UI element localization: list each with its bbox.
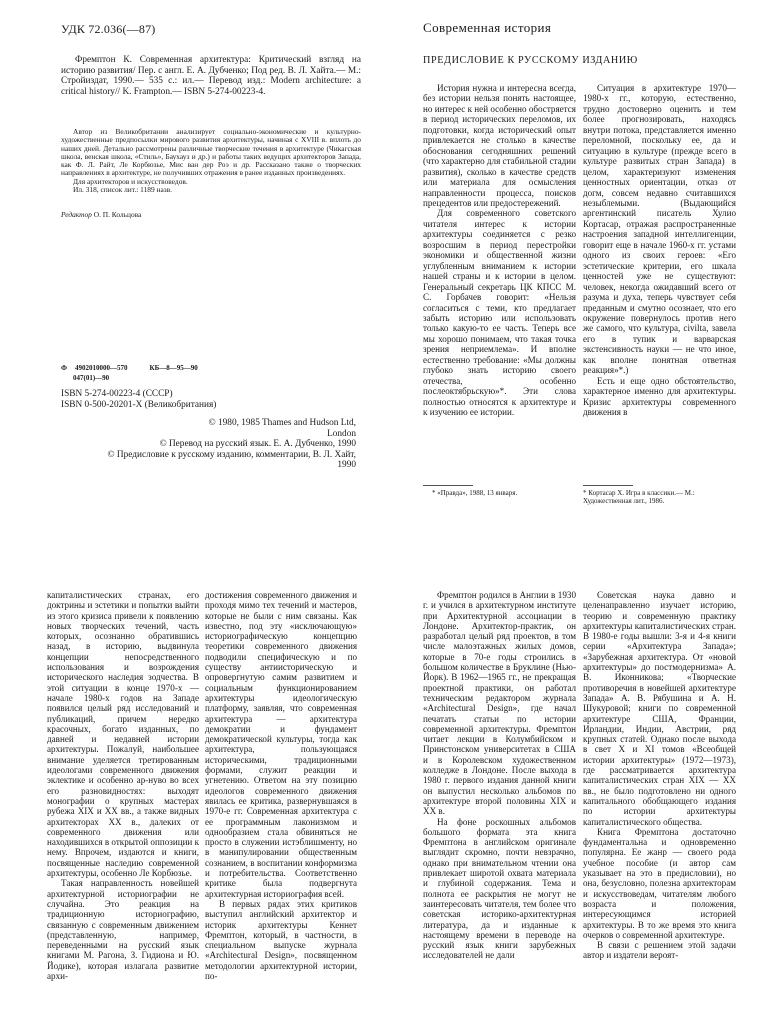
preface-left-column: [423, 83, 576, 418]
isbn-block: [61, 389, 216, 410]
body-paragraph: достижения современного движения и проходя мимо тех течений и мастеров, которые не были с ним связаны. Как известно, под эту «исключающую» историографическую концепцию теоретики современного движения подводили специфическую и по существу антиисторическую и опровергнутую самим развитием и социальным функционированием архитектуры идеологическую платформу, заявляя, что современная архитектура — архитектура демократии и фундамент демократической культуры, тогда как архитектура, пользующаяся историческими, традиционными формами, служит реакции и угнетению. Ответом на эту позицию идеологов современного движения явилась ее критика, развернувшаяся в 1970-е гг. Современная архитектура с ее программным лаконизмом и однообразием стала обвиняться не просто в служении истэблишменту, но в манипулировании общественным сознанием, в воспитании конформизма и потребительства. Соответственно критике была подвергнута архитектурная историография всей.: [205, 590, 357, 899]
copyright-translation: © Перевод на русский язык. Е. А. Дубченко, 1990: [159, 439, 356, 450]
footnote-rule: [423, 485, 473, 486]
lower-right-column-1: [423, 590, 576, 961]
annotation-text: Автор из Великобритании анализирует социально-экономические и культурно-художественные предпосылки мирового развития архитектуры, начиная с XVIII в. вплоть до наших дней. Детально рассмотрены различные творческие течения в архитектуре (Чикагская школа, венская школа, «Стиль», Баухауз и др.) и работы таких ведущих архитекторов Запада, как Ф. Л. Райт, Ле Корбюзье, Мис ван дер Роэ и др. Рассказано также о творческих направлениях в архитектуре, не получивших отражения в ранее изданных произведениях.: [61, 127, 361, 178]
preface-paragraph: История нужна и интересна всегда, без истории нельзя понять настоящее, но интерес к ней особенно обостряется в период исторических переломов, их подготовки, когда исторический опыт привлекается не столько в качестве обоснования сегодняшних решений (что характерно для стабильной стадии развития), сколько в качестве средств или материала для осмысления направленности процесса, поисков прецедентов или предостережений.: [423, 83, 576, 208]
preface-paragraph: Есть и еще одно обстоятельство, характерное именно для архитектуры. Кризис архитектуры современного движения в: [583, 375, 736, 418]
footnote-pravda: * «Правда», 1988, 13 января.: [432, 489, 518, 497]
running-head: Современная история: [423, 20, 552, 35]
lower-right-column-2: [583, 590, 736, 961]
code-main: 4902010000—570: [75, 364, 128, 372]
audience-note: Для архитекторов и искусствоведов.: [73, 176, 188, 186]
body-paragraph: Фремптон родился в Англии в 1930 г. и учился в архитектурном институте при Архитектурной ассоциации в Лондоне. Архитектор-практик, он разработал целый ряд проектов, в том числе малоэтажных жилых домов, которые в 70-е годы строились в большом количестве в Бруклине (Нью-Йорк). В 1962—1965 гг., не прекращая проектной практики, он работал техническим редактором журнала «Architectural Design», где начал печатать статьи по истории современной архитектуры. Фремптон читает лекции в Колумбийском и Принстонском университетах в США и в Королевском художественном колледже в Лондоне. После выхода в 1980 г. первого издания данной книги он выпустил несколько альбомов по архитектуре второй половины XIX и XX в.: [423, 590, 576, 817]
code-kb: КБ—8—95—90: [149, 364, 198, 372]
copyright-original: © 1980, 1985 Thames and Hudson Ltd, London: [208, 418, 356, 439]
udc-code: УДК 72.036(—87): [61, 22, 156, 36]
footnote-cortazar: * Кортасар Х. Игра в классики.— М.: Художественная лит., 1986.: [583, 489, 695, 505]
editor-label: Редактор: [61, 210, 92, 219]
body-paragraph: Книга Фремптона достаточно фундаментальна и одновременно популярна. Ее жанр — своего рода учебное пособие (и автор сам указывает на это в предисловии), но она, безусловно, полезна архитекторам и искусствоведам, читателям любого возраста и положения, интересующимся историей архитектуры. В то же время это книга очерков о современной архитектуре.: [583, 826, 736, 940]
editor-credit: [61, 210, 141, 219]
code-f: Ф: [61, 364, 68, 372]
lower-left-column-2: [205, 590, 357, 981]
isbn-ussr: ISBN 5-274-00223-4 (СССР): [61, 389, 173, 399]
body-paragraph: Советская наука давно и целенаправленно изучает историю, теорию и современную практику архитектуры капиталистических стран. В 1980-е годы вышли: 3-я и 4-я книги серии «Архитектура Запада»; «Зарубежная архитектура. От «новой архитектуры» до постмодернизма» А. В. Иконникова; «Творческие противоречия в новейшей архитектуре Запада» А. В. Рябушина и А. Н. Шукуровой; книги по современной архитектуре США, Франции, Ирландии, Индии, Австрии, ряд крупных статей. Однако после выхода в свет Х и XI томов «Всеобщей истории архитектуры» (1972—1973), где рассматривается архитектура капиталистических стран XIX — XX вв., не было подготовлено ни одного капитального обобщающего издания по истории архитектуры капиталистического общества.: [583, 590, 736, 827]
copyright-preface: © Предисловие к русскому изданию, комментарии, В. Л. Хайт, 1990: [107, 449, 356, 471]
body-paragraph: В связи с решением этой задачи автор и издатели вероят-: [583, 940, 736, 961]
preface-title: ПРЕДИСЛОВИЕ К РУССКОМУ ИЗДАНИЮ: [423, 55, 638, 66]
lower-left-column-1: [47, 590, 199, 981]
publication-codes: [61, 363, 251, 383]
code-secondary: 047(01)—90: [73, 374, 110, 382]
footnote-rule: [583, 485, 633, 486]
annotation-block: [61, 128, 361, 194]
body-paragraph: Такая направленность новейшей архитектурной историографии не случайна. Это реакция на традиционную историографию, связанную с современным движением (представленную, например, переведенными на русский язык книгами М. Рагона, З. Гидиона и Ю. Йодике), которая излагала развитие архи-: [47, 878, 199, 981]
preface-paragraph: Для современного советского читателя интерес к истории архитектуры соединяется с резко возросшим в период перестройки экономики и общественной жизни углубленным вниманием к истории нашей страны и к истории в целом. Генеральный секретарь ЦК КПСС М. С. Горбачев говорит: «Нельзя согласиться с теми, кто предлагает забыть историю или использовать только какую-то ее часть. Теперь все мы хорошо понимаем, что такая точка зрения неприемлема». И вполне естественно требование: «Мы должны глубоко знать историю своего отечества, особенно послеоктябрьскую»*. Эти слова полностью относятся к архитектуре и к изучению ее истории.: [423, 208, 576, 418]
bibliographic-record: Фремптон К. Современная архитектура: Критический взгляд на историю развития/ Пер. с англ. Е. А. Дубченко; Под ред. В. Л. Хайта.— М.: Стройиздат, 1990.— 535 с.: ил.— Перевод изд.: Modern architecture: a critical history// K. Frampton.— ISBN 5-274-00223-4.: [61, 55, 361, 97]
illustrations-note: Ил. 318, список лит.: 1189 назв.: [73, 185, 173, 195]
editor-name: О. П. Кольцова: [93, 210, 142, 219]
body-paragraph: капиталистических странах, его доктрины и эстетики и попытки выйти из этого кризиса привели к появлению новых творческих течений, часть которых, осознанно обратившись назад, в историю, выдвинула концепции непосредственного использования и возрождения исторического наследия зодчества. В этой ситуации в конце 1970-х — начале 1980-х годов на Западе появился целый ряд исследований и публикаций, причем нередко красочных, богато изданных, по давней и недавней истории архитектуры. Пожалуй, наибольшее внимание уделяется третированным идеологами современного движения эклектике и особенно ар-нуво во всех его разновидностях: выходят монографии о крупных мастерах рубежа XIX и XX вв., а также видных архитекторах XX в., далеких от современного движения или находившихся в открытой оппозиции к нему. Впрочем, издаются и книги, посвященные наследию современной архитектуры, особенно Ле Корбюзье.: [47, 590, 199, 879]
codes-row: [61, 363, 251, 373]
preface-paragraph: Ситуация в архитектуре 1970—1980-х гг., которую, естественно, трудно достоверно оценить и тем более прогнозировать, находясь внутри потока, представляется именно переломной, поскольку ее, да и ситуацию в культуре (прежде всего в культуре развитых стран Запада) в целом, характеризуют изменения ценностных ориентации, отказ от догм, совсем недавно считавшихся незыблемыми. (Выдающийся аргентинский писатель Хулио Кортасар, отражая распространенные настроения западной интеллигенции, говорит еще в начале 1960-х гг. устами одного из своих героев: «Его эстетические критерии, его шкала ценностей уже не существуют: человек, некогда ожидавший всего от разума и духа, теперь чувствует себя преданным и смутно осознает, что его окружение повернулось против него же самого, что культура, civilta, завела его в тупик и варварская экстенсивность науки — не что иное, как вполне понятная ответная реакция»*.): [583, 83, 736, 376]
isbn-uk: ISBN 0-500-20201-X (Великобритания): [61, 399, 217, 410]
body-paragraph: В первых рядах этих критиков выступил английский архитектор и историк архитектуры Кеннет Фремптон, который, в частности, в специальном выпуске журнала «Architectural Design», посвященном методологии архитектурной истории, по-: [205, 898, 357, 981]
preface-right-column: [583, 83, 736, 418]
body-paragraph: На фоне роскошных альбомов большого формата эта книга Фремптона в английском оригинале выглядит скромно, почти невзрачно, однако при внимательном чтении она привлекает широтой охвата материала и глубиной содержания. Тема и полнота ее раскрытия не могут не заинтересовать читателя, тем более что советская историко-архитектурная литература, да и изданные к настоящему времени в переводе на русский язык книги зарубежных исследователей не дали: [423, 816, 576, 961]
copyright-block: [88, 418, 356, 471]
